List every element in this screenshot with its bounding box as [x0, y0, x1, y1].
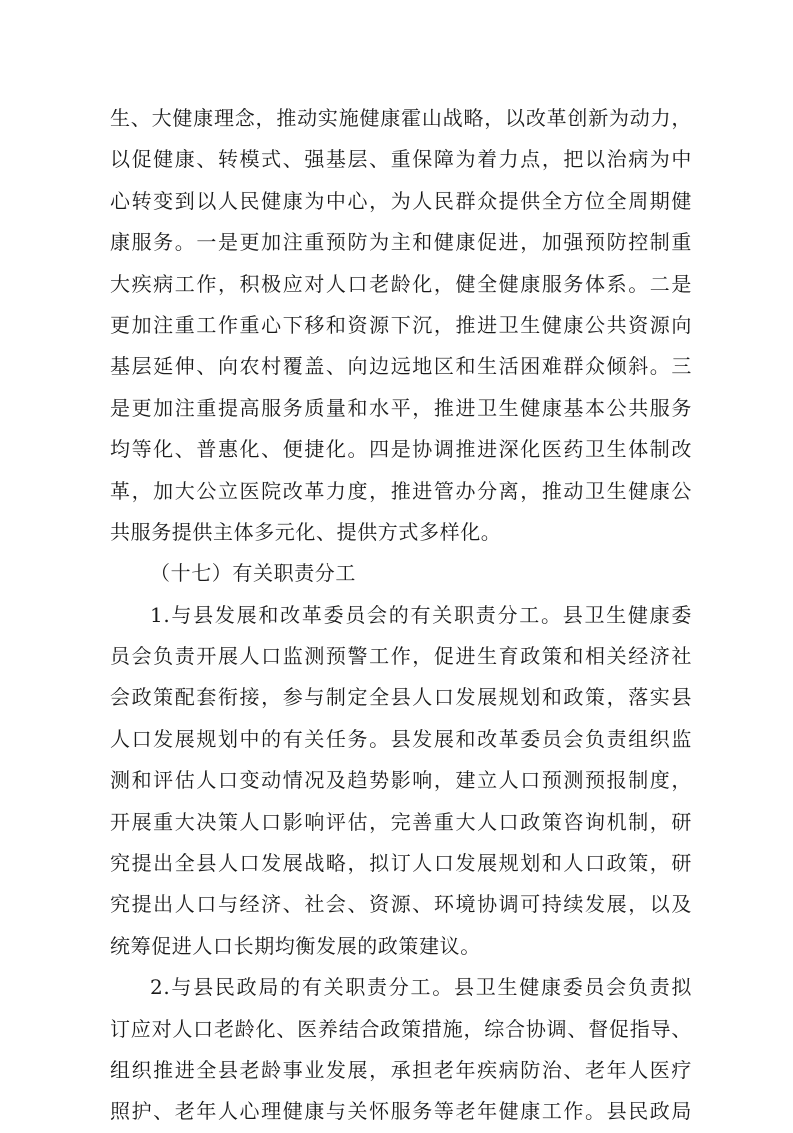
text-line: 以促健康、转模式、强基层、重保障为着力点，把以治病为中 [110, 147, 692, 172]
text-line: 生、大健康理念，推动实施健康霍山战略，以改革创新为动力， [110, 106, 692, 130]
text-line: 大疾病工作，积极应对人口老龄化，健全健康服务体系。二是 [110, 271, 692, 296]
section-heading: （十七）有关职责分工 [150, 561, 356, 586]
text-line: 革，加大公立医院改革力度，推进管办分离，推动卫生健康公 [110, 478, 692, 503]
text-line: 订应对人口老龄化、医养结合政策措施，综合协调、督促指导、 [110, 1016, 692, 1041]
paragraph-item-2 [110, 967, 692, 1133]
text-line: 统筹促进人口长期均衡发展的政策建议。 [110, 933, 481, 958]
text-line: 康服务。一是更加注重预防为主和健康促进，加强预防控制重 [110, 230, 692, 255]
text-line: 员会负责开展人口监测预警工作，促进生育政策和相关经济社 [110, 644, 692, 669]
text-line: 究提出人口与经济、社会、资源、环境协调可持续发展，以及 [110, 892, 692, 917]
document-body [110, 98, 692, 1133]
text-line: 会政策配套衔接，参与制定全县人口发展规划和政策，落实县 [110, 685, 692, 710]
text-line: 是更加注重提高服务质量和水平，推进卫生健康基本公共服务 [110, 395, 692, 420]
text-line: 心转变到以人民健康为中心，为人民群众提供全方位全周期健 [110, 188, 692, 213]
text-line: 究提出全县人口发展战略，拟订人口发展规划和人口政策，研 [110, 851, 692, 876]
text-line: 测和评估人口变动情况及趋势影响，建立人口预测预报制度， [110, 768, 692, 793]
text-line: 基层延伸、向农村覆盖、向边远地区和生活困难群众倾斜。三 [110, 354, 692, 379]
text-line: 人口发展规划中的有关任务。县发展和改革委员会负责组织监 [110, 726, 692, 751]
text-line: 共服务提供主体多元化、提供方式多样化。 [110, 519, 502, 544]
text-line: 均等化、普惠化、便捷化。四是协调推进深化医药卫生体制改 [110, 437, 692, 462]
text-line: 更加注重工作重心下移和资源下沉，推进卫生健康公共资源向 [110, 312, 692, 337]
text-line: 照护、老年人心理健康与关怀服务等老年健康工作。县民政局 [110, 1099, 692, 1124]
paragraph-item-1 [110, 595, 692, 968]
text-line: 1.与县发展和改革委员会的有关职责分工。县卫生健康委 [150, 602, 692, 627]
text-line: 组织推进全县老龄事业发展，承担老年疾病防治、老年人医疗 [110, 1057, 692, 1082]
text-line: 2.与县民政局的有关职责分工。县卫生健康委员会负责拟 [150, 975, 692, 1000]
paragraph-health-strategy [110, 98, 692, 553]
text-line: 开展重大决策人口影响评估，完善重大人口政策咨询机制，研 [110, 809, 692, 834]
